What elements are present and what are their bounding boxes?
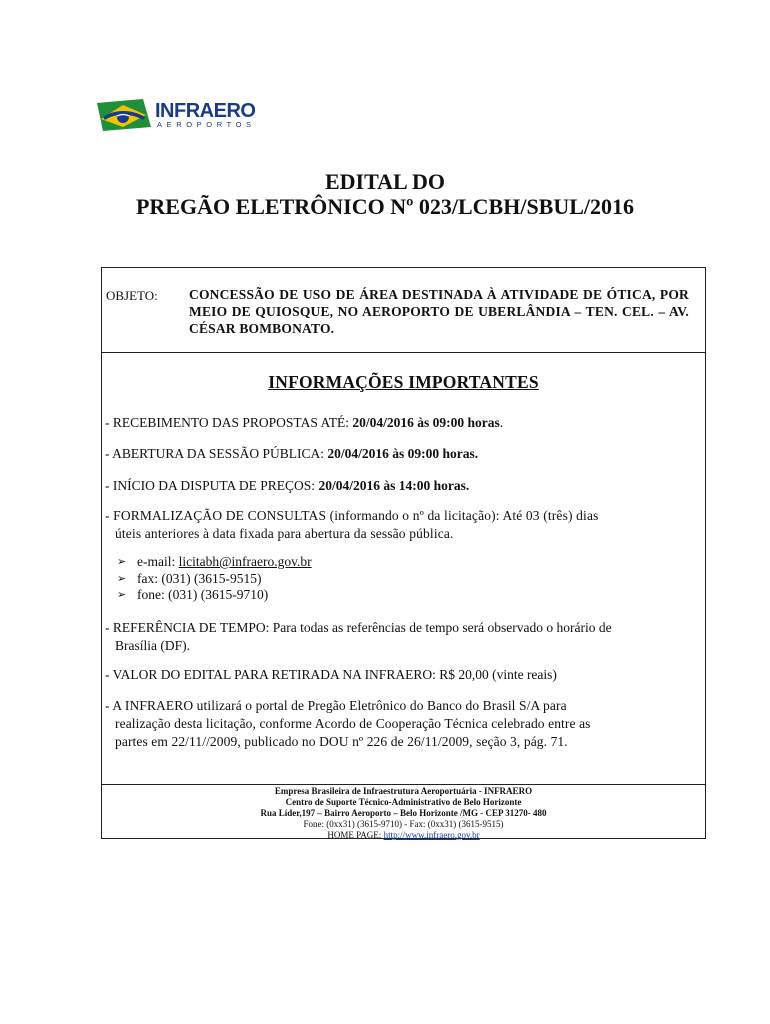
portal-line1: - A INFRAERO utilizará o portal de Pregão Eletrônico do Banco do Brasil S/A para: [105, 698, 567, 713]
logo-subtitle: AEROPORTOS: [157, 120, 256, 129]
referencia-line2: Brasília (DF).: [115, 638, 190, 653]
inicio-label: - INÍCIO DA DISPUTA DE PREÇOS:: [105, 478, 319, 493]
inicio-value: 20/04/2016 às 14:00 horas.: [318, 478, 470, 493]
objeto-label: OBJETO:: [106, 288, 158, 303]
referencia-text: Para todas as referências de tempo será observado o horário de: [272, 620, 612, 635]
list-item: [117, 571, 312, 588]
list-item: [117, 554, 312, 571]
homepage-label: HOME PAGE:: [327, 830, 384, 840]
abertura-label: - ABERTURA DA SESSÃO PÚBLICA:: [105, 446, 328, 461]
referencia-item: [105, 619, 691, 655]
email-label: e-mail:: [137, 554, 176, 569]
recebimento-suffix: .: [499, 415, 504, 430]
portal-line2: realização desta licitação, conforme Acordo de Cooperação Técnica celebrado entre as: [115, 716, 591, 731]
divider: [102, 784, 705, 785]
footer-center: Centro de Suporte Técnico-Administrativo de Belo Horizonte: [285, 797, 522, 807]
portal-item: [105, 697, 691, 751]
footer-company: Empresa Brasileira de Infraestrutura Aeroportuária - INFRAERO: [274, 786, 533, 796]
footer: [102, 786, 705, 841]
info-section-title: INFORMAÇÕES IMPORTANTES: [268, 372, 539, 392]
referencia-label: - REFERÊNCIA DE TEMPO:: [105, 620, 273, 635]
fone-text: fone: (031) (3615-9710): [137, 587, 269, 602]
contact-list: [117, 554, 312, 604]
document-title-line1: EDITAL DO: [324, 169, 445, 194]
arrow-bullet-icon: ➢: [117, 588, 127, 601]
list-item: [117, 587, 312, 604]
abertura-item: [105, 445, 691, 463]
recebimento-value: 20/04/2016 às 09:00 horas: [352, 415, 500, 430]
recebimento-item: [105, 414, 691, 432]
homepage-link[interactable]: http://www.infraero.gov.br: [383, 830, 480, 840]
footer-phone: Fone: (0xx31) (3615-9710) - Fax: (0xx31) (3615-9515): [303, 819, 504, 829]
formalizacao-item: [105, 507, 691, 543]
arrow-bullet-icon: ➢: [117, 571, 127, 585]
brazil-flag-icon: [93, 97, 153, 133]
inicio-item: [105, 477, 691, 495]
fax-text: fax: (031) (3615-9515): [137, 570, 262, 586]
edital-box: [101, 267, 706, 839]
infraero-logo: [93, 97, 268, 133]
formalizacao-line2: úteis anteriores à data fixada para abertura da sessão pública.: [115, 526, 454, 541]
divider: [102, 352, 705, 353]
arrow-bullet-icon: ➢: [117, 555, 127, 568]
portal-line3: partes em 22/11//2009, publicado no DOU nº 226 de 26/11/2009, seção 3, pág. 71.: [115, 734, 568, 749]
objeto-text: CONCESSÃO DE USO DE ÁREA DESTINADA À ATIVIDADE DE ÓTICA, POR MEIO DE QUIOSQUE, NO AEROPORTO DE UBERLÂNDIA – TEN. CEL. – AV. CÉSAR BOMBONATO.: [189, 287, 689, 336]
formalizacao-line1: - FORMALIZAÇÃO DE CONSULTAS (informando o nº da licitação): Até 03 (três) dias: [105, 508, 599, 523]
valor-item: - VALOR DO EDITAL PARA RETIRADA NA INFRAERO: R$ 20,00 (vinte reais): [105, 667, 557, 682]
logo-wordmark: INFRAERO: [155, 100, 256, 122]
email-link[interactable]: licitabh@infraero.gov.br: [178, 554, 312, 569]
document-title-line2: PREGÃO ELETRÔNICO Nº 023/LCBH/SBUL/2016: [135, 194, 635, 219]
footer-homepage: [102, 830, 705, 841]
recebimento-label: - RECEBIMENTO DAS PROPOSTAS ATÉ:: [105, 415, 353, 430]
footer-address: Rua Líder,197 – Bairro Aeroporto – Belo Horizonte /MG - CEP 31270- 480: [260, 808, 547, 818]
abertura-value: 20/04/2016 às 09:00 horas.: [327, 446, 479, 461]
